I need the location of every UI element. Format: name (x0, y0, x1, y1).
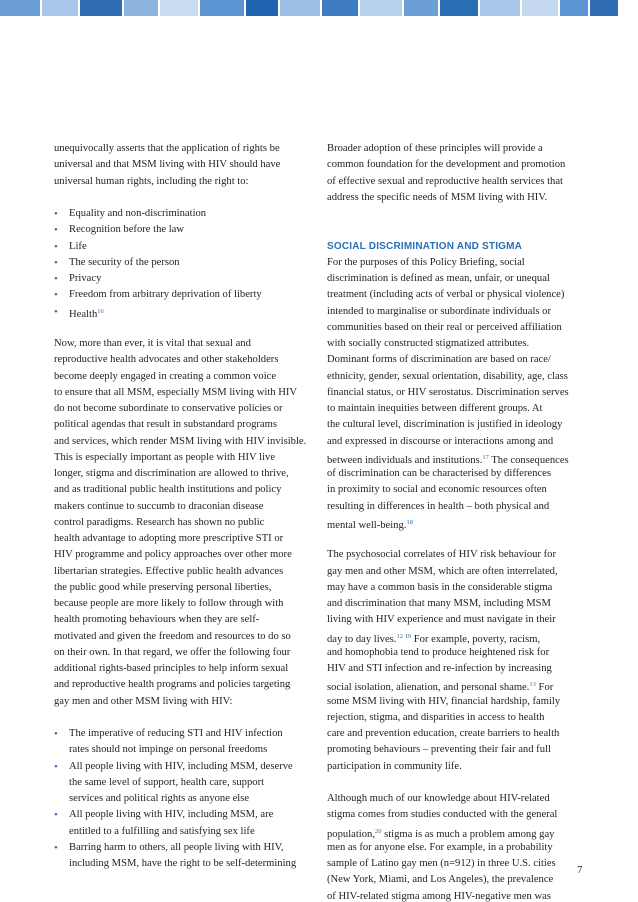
text-line: discrimination is defined as mean, unfair, or unequal (327, 273, 550, 284)
text-line: social isolation, alienation, and personal shame.$^{13}$ For (327, 681, 554, 694)
text-line: of discrimination can be characterised by differences (327, 468, 551, 479)
text-line: living with HIV experience and must navigate in their (327, 614, 556, 626)
text-line: resulting in differences in health – both physical and (327, 500, 550, 512)
band-segment (522, 0, 560, 16)
text-line: and as traditional public health institutions and policy (54, 484, 282, 496)
band-segment (246, 0, 280, 16)
text-line: gay men and other MSM, which are often interrelated, (327, 565, 558, 577)
bullet-icon: • (54, 760, 58, 773)
band-segment (404, 0, 440, 16)
text-line: of effective sexual and reproductive health services that (327, 175, 564, 187)
text-line: of HIV-related stigma among HIV-negative men was (327, 890, 551, 902)
list-item-continuation: entitled to a fulfilling and satisfying sex life (69, 825, 255, 837)
text-line: in proximity to social and economic resources often (327, 484, 547, 496)
text-line: ethnicity, gender, sexual orientation, disability, age, class (327, 370, 568, 382)
text-line: rejection, stigma, and disparities in access to health (327, 711, 545, 723)
text-line: with socially constructed stigmatized attributes. (327, 338, 530, 349)
list-item: • Recognition before the law (54, 222, 307, 238)
band-segment (360, 0, 404, 16)
bullet-icon: • (54, 224, 58, 237)
text-line: political agendas that result in substandard programs (54, 419, 278, 431)
text-line: Now, more than ever, it is vital that sexual and (54, 338, 251, 349)
text-line: day to day lives.$^{12 19}$ For example, poverty, racism, (327, 632, 541, 645)
text-line: and discrimination that many MSM, including MSM (327, 598, 551, 609)
text-line: the public good while preserving personal liberties, (54, 581, 272, 593)
text-line: men as for anyone else. For example, in a probability (327, 841, 553, 853)
text-line: libertarian strategies. Effective public health advances (54, 565, 284, 577)
band-segment (124, 0, 160, 16)
text-line: The psychosocial correlates of HIV risk behaviour for (327, 549, 556, 561)
text-line: mental well-being.$^{18}$ (327, 518, 413, 531)
text-line: to maintain inequities between different groups. At (327, 403, 543, 414)
text-line: communities based on their real or perceived affiliation (327, 321, 562, 333)
text-line: health advantage to adopting more prescriptive STI or (54, 533, 284, 544)
text-line: some MSM living with HIV, financial hardship, family (327, 695, 561, 707)
page-number: 7 (577, 864, 583, 876)
footnote-ref: 13 (529, 681, 536, 689)
band-segment (590, 0, 618, 16)
list-item: • Barring harm to others, all people living with HIV, (54, 840, 307, 856)
text-line: financial status, or HIV serostatus. Discrimination serves (327, 386, 569, 398)
bullet-icon: • (54, 240, 58, 253)
list-item: • Privacy (54, 271, 307, 287)
text-line: and homophobia tend to produce heightened risk for (327, 646, 550, 658)
text-line: stigma comes from studies conducted with the general (327, 809, 558, 821)
text-line: may have a common basis in the considerable stigma (327, 581, 553, 593)
text-line: and services, which render MSM living with HIV invisible. (54, 435, 307, 447)
text-line: Broader adoption of these principles will provide a (327, 143, 543, 154)
band-segment (0, 0, 42, 16)
text-line: do not become subordinate to conservative policies or (54, 403, 283, 414)
text-line: reproductive health advocates and other stakeholders (54, 354, 279, 366)
list-item: • Equality and non-discrimination (54, 206, 307, 222)
right-column (327, 141, 589, 902)
text-line: HIV programme and policy approaches over other more (54, 549, 292, 561)
bullet-icon: • (54, 305, 58, 318)
list-item-continuation: services and political rights as anyone else (69, 793, 250, 804)
text-line: and reproductive health programs and policies targeting (54, 679, 291, 691)
text-line: For the purposes of this Policy Briefing, social (327, 256, 525, 268)
band-segment (200, 0, 246, 16)
footnote-ref: 16 (97, 307, 104, 315)
text-line: because people are more likely to follow through with (54, 598, 284, 609)
list-item-continuation: including MSM, have the right to be self-determining (69, 858, 297, 869)
bullet-icon: • (54, 273, 58, 285)
band-segment (440, 0, 480, 16)
bullet-icon: • (54, 208, 58, 220)
bullet-icon: • (54, 841, 58, 854)
text-line: motivated and given the freedom and resources to do so (54, 630, 291, 642)
text-line: gay men and other MSM living with HIV: (54, 695, 233, 707)
footnote-ref: 17 (482, 453, 489, 461)
text-line: Although much of our knowledge about HIV-related (327, 793, 550, 804)
text-line: control paradigms. Research has shown no public (54, 516, 265, 528)
footnote-ref: 18 (406, 518, 413, 526)
bullet-icon: • (54, 809, 58, 822)
list-item: • The security of the person (54, 255, 307, 271)
band-segment (42, 0, 80, 16)
text-line: between individuals and institutions.$^{17}$ The consequences (327, 453, 569, 466)
list-item: • Health$^{16}$ (54, 305, 104, 320)
text-line: Dominant forms of discrimination are based on race/ (327, 354, 551, 366)
text-line: health promoting behaviours when they are self- (54, 614, 260, 626)
band-segment (80, 0, 124, 16)
text-line: additional rights-based principles to help inform sexual (54, 663, 289, 674)
text-line: common foundation for the development and promotion (327, 159, 566, 171)
footnote-ref: 12 19 (396, 632, 412, 640)
text-line: longer, stigma and discrimination are allowed to thrive, (54, 468, 289, 479)
text-line: to ensure that all MSM, especially MSM living with HIV (54, 386, 298, 398)
bullet-icon: • (54, 289, 58, 302)
text-line: treatment (including acts of verbal or physical violence) (327, 289, 565, 301)
text-line: intended to marginalise or subordinate individuals or (327, 305, 551, 317)
header-color-band (0, 0, 638, 16)
text-line: makers continue to succumb to draconian disease (54, 500, 264, 512)
text-line: sample of Latino gay men (n=912) in three U.S. cities (327, 858, 556, 869)
text-line: unequivocally asserts that the application of rights be (54, 143, 280, 154)
bullet-icon: • (54, 728, 58, 740)
text-line: become deeply engaged in creating a common voice (54, 370, 277, 382)
list-item: • All people living with HIV, including MSM, deserve (54, 759, 307, 775)
list-item: • The imperative of reducing STI and HIV infection (54, 726, 307, 742)
text-line: universal human rights, including the right to: (54, 175, 249, 187)
bullet-icon: • (54, 256, 58, 269)
text-line: (New York, Miami, and Los Angeles), the prevalence (327, 874, 554, 886)
band-segment (322, 0, 360, 16)
text-line: participation in community life. (327, 760, 462, 772)
band-segment (280, 0, 322, 16)
list-item: • All people living with HIV, including MSM, are (54, 807, 307, 823)
band-segment (480, 0, 522, 16)
text-line: address the specific needs of MSM living with HIV. (327, 191, 548, 203)
text-line: on their own. In that regard, we offer the following four (54, 646, 291, 658)
text-line: This is especially important as people with HIV live (54, 451, 276, 463)
band-segment (560, 0, 590, 16)
text-line: universal and that MSM living with HIV should have (54, 159, 281, 171)
list-item: • Life (54, 239, 307, 255)
list-item-continuation: the same level of support, health care, support (69, 776, 265, 788)
text-line: population,$^{20}$ stigma is as much a problem among gay (327, 827, 555, 840)
text-line: and expressed in discourse or interactions among and (327, 435, 554, 447)
list-item: • Freedom from arbitrary deprivation of liberty (54, 287, 307, 303)
text-line: the cultural level, discrimination is justified in ideology (327, 419, 563, 431)
section-heading: SOCIAL DISCRIMINATION AND STIGMA (327, 240, 523, 252)
footnote-ref: 20 (374, 827, 382, 835)
text-line: care and prevention education, create barriers to health (327, 728, 560, 739)
text-line: promoting behaviours – preventing their fair and full (327, 744, 551, 756)
left-column (54, 141, 307, 872)
list-item-continuation: rates should not impinge on personal freedoms (69, 744, 268, 756)
text-line: HIV and STI infection and re-infection by increasing (327, 663, 552, 674)
band-segment (160, 0, 200, 16)
